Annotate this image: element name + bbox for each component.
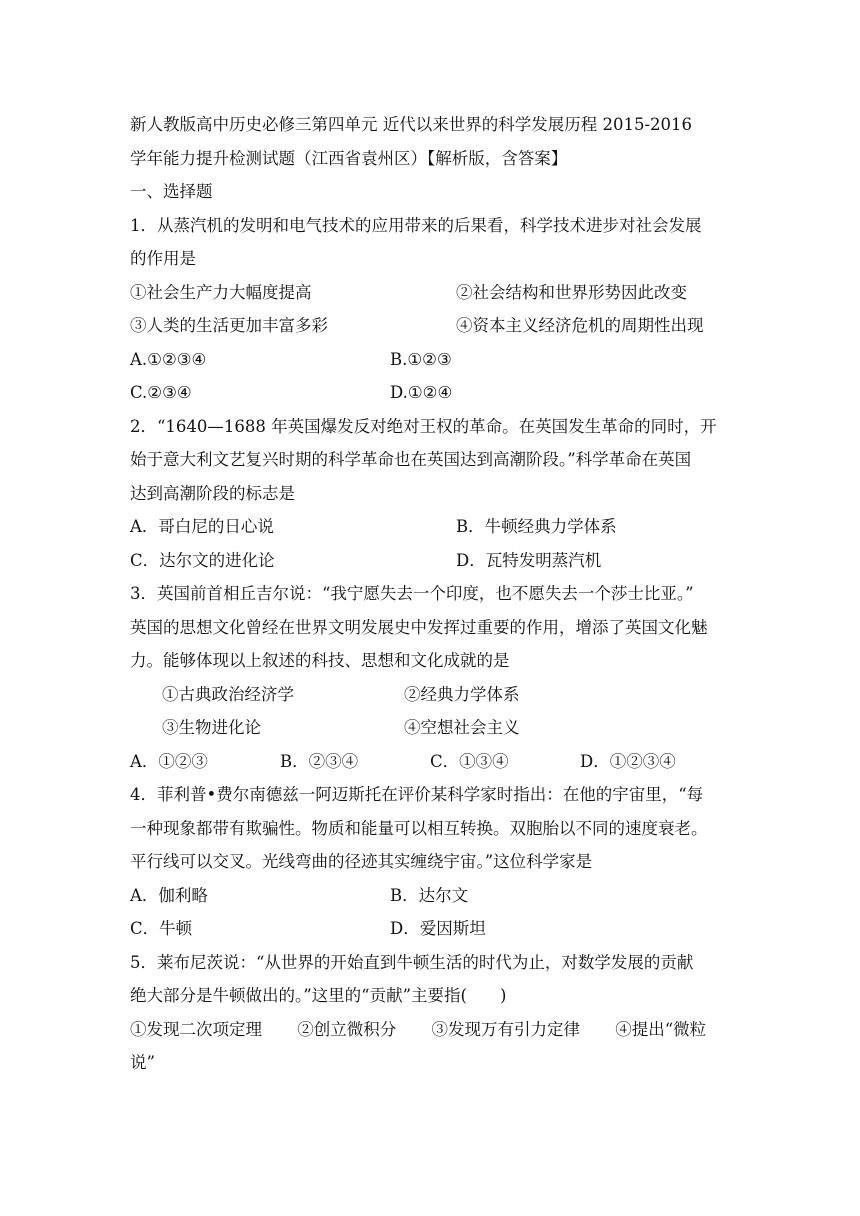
question-4 (130, 778, 730, 946)
section-heading: 一、选择题 (130, 182, 213, 201)
question-4-option-d: D．爱因斯坦 (390, 919, 486, 938)
question-1-items-row-1 (130, 276, 730, 310)
question-1-option-b: B.①②③ (390, 349, 452, 369)
question-4-stem-line-1: 4．菲利普•费尔南德兹一阿迈斯托在评价某科学家时指出：在他的宇宙里，“每 (130, 785, 704, 804)
question-3-item-1: ①古典政治经济学 (162, 684, 294, 704)
question-2-option-d: D．瓦特发明蒸汽机 (456, 550, 602, 570)
question-2-stem-line-2: 始于意大利文艺复兴时期的科学革命也在英国达到高潮阶段。”科学革命在英国 (130, 450, 692, 469)
question-3-stem-line-1: 3．英国前首相丘吉尔说：“我宁愿失去一个印度，也不愿失去一个莎士比亚。” (130, 584, 694, 603)
question-1-options-row-2 (130, 376, 730, 410)
question-5-stem-line-2: 绝大部分是牛顿做出的。”这里的“贡献”主要指( ) (130, 986, 507, 1005)
question-2-option-a: A．哥白尼的日心说 (130, 517, 274, 536)
document-content (130, 108, 730, 1080)
question-2 (130, 410, 730, 578)
question-4-option-a: A．伽利略 (130, 885, 208, 905)
question-3-stem-line-2: 英国的思想文化曾经在世界文明发展史中发挥过重要的作用，增添了英国文化魅 (130, 617, 708, 637)
question-3-option-a: A．①②③ (130, 751, 208, 771)
question-1-option-d: D.①②④ (390, 383, 453, 402)
question-1 (130, 209, 730, 410)
question-4-stem-line-2: 一种现象都带有欺骗性。物质和能量可以相互转换。双胞胎以不同的速度衰老。 (130, 818, 708, 838)
question-4-options-row-1 (130, 879, 730, 913)
question-4-stem-line-3: 平行线可以交叉。光线弯曲的径迹其实缠绕宇宙。”这位科学家是 (130, 852, 593, 871)
question-2-stem-line-3: 达到高潮阶段的标志是 (130, 483, 295, 503)
question-1-option-a: A.①②③④ (130, 349, 207, 369)
question-1-items-row-2 (130, 309, 730, 343)
question-3-item-2: ②经典力学体系 (404, 684, 520, 704)
question-5-item-3: ③发现万有引力定律 (431, 1019, 580, 1039)
question-3-item-4: ④空想社会主义 (404, 718, 520, 737)
question-2-options-row-1 (130, 510, 730, 544)
question-3-option-b: B．②③④ (280, 751, 359, 771)
question-4-option-c: C．牛顿 (130, 919, 193, 938)
question-1-item-4: ④资本主义经济危机的周期性出现 (456, 316, 704, 335)
question-3-item-3: ③生物进化论 (162, 718, 261, 737)
question-5 (130, 946, 730, 1080)
question-3-items-row-1 (130, 678, 730, 712)
question-3 (130, 577, 730, 778)
question-1-item-1: ①社会生产力大幅度提高 (130, 282, 312, 302)
question-1-option-c: C.②③④ (130, 383, 192, 402)
question-5-item-4: ④提出“微粒 (615, 1019, 707, 1039)
question-5-item-1: ①发现二次项定理 (130, 1019, 262, 1039)
question-2-stem-line-1: 2．“1640—1688 年英国爆发反对绝对王权的革命。在英国发生革命的同时，开 (130, 416, 717, 436)
question-3-option-c: C．①③④ (430, 751, 509, 771)
question-2-option-b: B．牛顿经典力学体系 (456, 517, 617, 536)
question-1-item-2: ②社会结构和世界形势因此改变 (456, 282, 687, 302)
question-1-options-row-1 (130, 343, 730, 377)
question-5-item-2: ②创立微积分 (297, 1019, 397, 1039)
question-4-option-b: B．达尔文 (390, 885, 469, 905)
question-3-option-d: D．①②③④ (580, 751, 676, 771)
question-2-options-row-2 (130, 544, 730, 578)
question-3-items-row-2 (130, 711, 730, 745)
question-1-item-3: ③人类的生活更加丰富多彩 (130, 316, 328, 335)
question-4-options-row-2 (130, 912, 730, 946)
question-1-stem-line-1: 1．从蒸汽机的发明和电气技术的应用带来的后果看，科学技术进步对社会发展 (130, 215, 702, 235)
question-3-stem-line-3: 力。能够体现以上叙述的科技、思想和文化成就的是 (130, 651, 510, 670)
question-2-option-c: C．达尔文的进化论 (130, 550, 275, 570)
question-5-items-row (130, 1013, 730, 1047)
question-5-item-4-continued: 说” (130, 1053, 155, 1072)
document-title-line-1: 新人教版高中历史必修三第四单元 近代以来世界的科学发展历程 2015-2016 (130, 115, 693, 134)
question-5-stem-line-1: 5．莱布尼茨说：“从世界的开始直到牛顿生活的时代为止，对数学发展的贡献 (130, 952, 694, 972)
document-title-line-2: 学年能力提升检测试题（江西省袁州区）【解析版，含答案】 (130, 148, 568, 168)
question-3-options-row (130, 745, 730, 779)
question-1-stem-line-2: 的作用是 (130, 249, 196, 268)
